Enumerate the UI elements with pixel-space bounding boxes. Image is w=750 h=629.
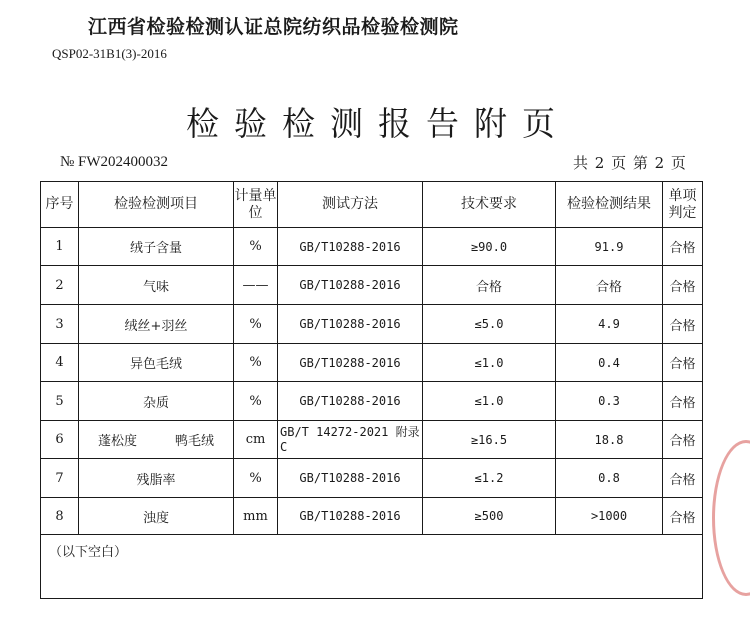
header-unit: 计量单位 <box>234 182 278 228</box>
cell-result: 0.3 <box>556 382 663 421</box>
cell-result: 91.9 <box>556 228 663 266</box>
cell-item: 气味 <box>79 266 234 305</box>
cell-seq: 1 <box>41 228 79 266</box>
table-row <box>41 421 703 459</box>
cell-verdict: 合格 <box>663 344 703 382</box>
cell-seq: 8 <box>41 498 79 535</box>
cell-requirement: ≥16.5 <box>423 421 556 459</box>
header-method: 测试方法 <box>278 182 423 228</box>
cell-result: 合格 <box>556 266 663 305</box>
cell-requirement: ≤1.0 <box>423 382 556 421</box>
table-row <box>41 228 703 266</box>
cell-method: GB/T10288-2016 <box>278 344 423 382</box>
cell-result: >1000 <box>556 498 663 535</box>
organization-name: 江西省检验检测认证总院纺织品检验检测院 <box>88 16 459 38</box>
cell-seq: 6 <box>41 421 79 459</box>
cell-unit: cm <box>234 421 278 459</box>
cell-item: 杂质 <box>79 382 234 421</box>
table-row <box>41 266 703 305</box>
cell-result: 18.8 <box>556 421 663 459</box>
cell-verdict: 合格 <box>663 459 703 498</box>
cell-method: GB/T 14272-2021 附录C <box>278 421 423 459</box>
cell-method: GB/T10288-2016 <box>278 266 423 305</box>
cell-seq: 4 <box>41 344 79 382</box>
cell-verdict: 合格 <box>663 382 703 421</box>
cell-requirement: ≤1.0 <box>423 344 556 382</box>
cell-seq: 3 <box>41 305 79 344</box>
cell-item: 绒丝+羽丝 <box>79 305 234 344</box>
table-row <box>41 305 703 344</box>
cell-unit: —— <box>234 266 278 305</box>
page-title: 检验检测报告附页 <box>186 104 570 143</box>
cell-unit: % <box>234 459 278 498</box>
form-code: QSP02-31B1(3)-2016 <box>52 46 167 61</box>
cell-item: 绒子含量 <box>79 228 234 266</box>
cell-result: 0.8 <box>556 459 663 498</box>
report-number: № FW202400032 <box>60 154 169 170</box>
cell-item: 异色毛绒 <box>79 344 234 382</box>
table-row <box>41 382 703 421</box>
results-table <box>40 181 703 599</box>
cell-result: 4.9 <box>556 305 663 344</box>
cell-seq: 7 <box>41 459 79 498</box>
cell-verdict: 合格 <box>663 266 703 305</box>
cell-verdict: 合格 <box>663 305 703 344</box>
cell-unit: mm <box>234 498 278 535</box>
header-result: 检验检测结果 <box>556 182 663 228</box>
header-seq: 序号 <box>41 182 79 228</box>
cell-method: GB/T10288-2016 <box>278 228 423 266</box>
official-seal <box>712 440 750 596</box>
table-row <box>41 459 703 498</box>
cell-method: GB/T10288-2016 <box>278 459 423 498</box>
header-row <box>41 182 703 228</box>
cell-method: GB/T10288-2016 <box>278 305 423 344</box>
cell-verdict: 合格 <box>663 498 703 535</box>
cell-seq: 5 <box>41 382 79 421</box>
cell-requirement: ≥500 <box>423 498 556 535</box>
cell-requirement: ≥90.0 <box>423 228 556 266</box>
cell-item: 残脂率 <box>79 459 234 498</box>
cell-requirement: ≤5.0 <box>423 305 556 344</box>
cell-requirement: 合格 <box>423 266 556 305</box>
cell-unit: % <box>234 344 278 382</box>
blank-note: （以下空白） <box>41 535 703 599</box>
header-requirement: 技术要求 <box>423 182 556 228</box>
cell-item: 蓬松度 <box>97 434 137 449</box>
cell-result: 0.4 <box>556 344 663 382</box>
header-item: 检验检测项目 <box>79 182 234 228</box>
cell-method: GB/T10288-2016 <box>278 382 423 421</box>
footer-row <box>41 535 703 599</box>
table-row <box>41 498 703 535</box>
cell-seq: 2 <box>41 266 79 305</box>
page-info: 共 2 页 第 2 页 <box>573 154 686 172</box>
cell-subitem: 鸭毛绒 <box>174 434 214 449</box>
cell-unit: % <box>234 382 278 421</box>
cell-item-split <box>79 421 234 459</box>
cell-item: 浊度 <box>79 498 234 535</box>
cell-method: GB/T10288-2016 <box>278 498 423 535</box>
cell-verdict: 合格 <box>663 228 703 266</box>
cell-verdict: 合格 <box>663 421 703 459</box>
header-verdict: 单项判定 <box>663 182 703 228</box>
table-row <box>41 344 703 382</box>
cell-unit: % <box>234 228 278 266</box>
cell-requirement: ≤1.2 <box>423 459 556 498</box>
cell-unit: % <box>234 305 278 344</box>
